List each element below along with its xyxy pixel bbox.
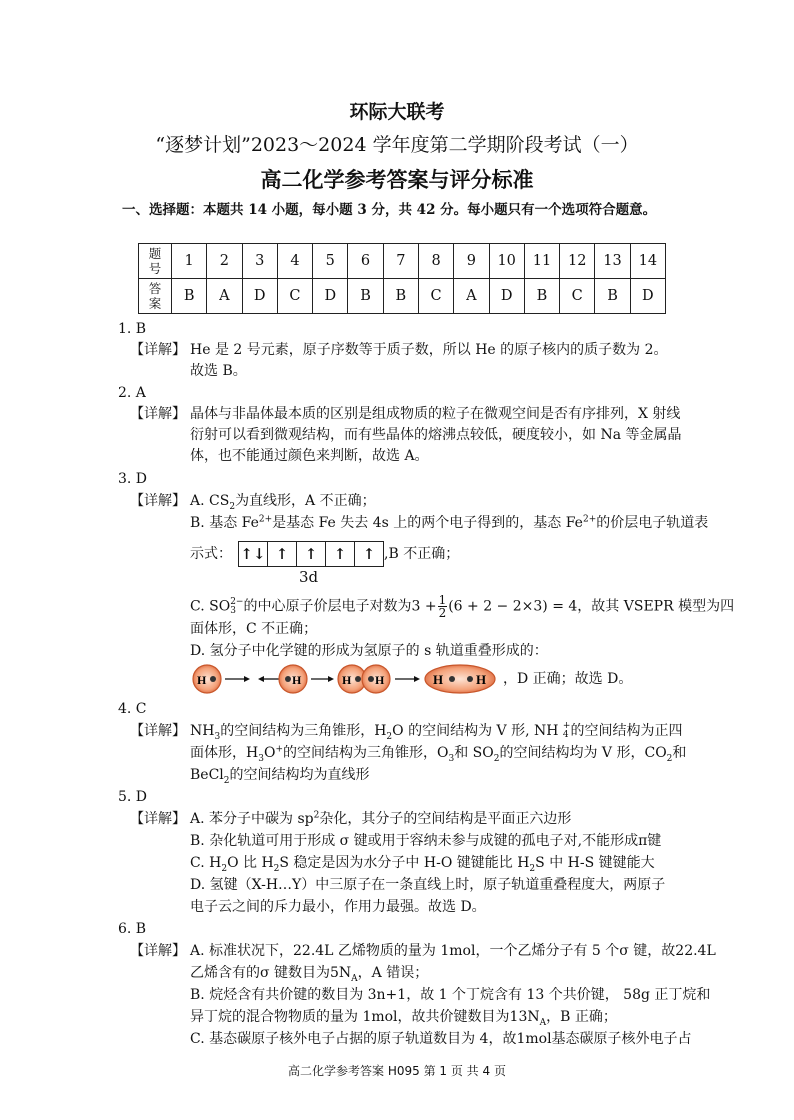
text: 异丁烷的混合物物质的量为 1mol，故共价键数目为13N [190, 1009, 540, 1025]
subscript: 2 [223, 775, 230, 786]
question-number-cell: 12 [560, 244, 595, 279]
subscript: 2 [273, 863, 280, 874]
text: ，故其 VSEPR 模型为四 [577, 598, 735, 615]
text: 的价层电子轨道表 [596, 515, 709, 531]
text: 乙烯含有的σ 键数目为5N [190, 965, 352, 981]
atom-label: H [342, 673, 352, 687]
arrow-left-icon [258, 676, 280, 682]
superscript: 2+ [582, 514, 597, 525]
text: A. 苯分子中碳为 sp [190, 811, 314, 827]
numerator: 1 [438, 593, 447, 607]
arrow-right-icon [395, 676, 420, 682]
q6-option-a-line2 [190, 964, 428, 982]
text: O [263, 745, 276, 761]
hydrogen-atom [279, 665, 307, 693]
superscript: + [275, 744, 283, 755]
subscript: 2 [386, 731, 393, 742]
atom-label: H [433, 672, 444, 687]
text: A. CS [190, 493, 230, 509]
orbital-label: 3d [299, 568, 319, 586]
question-number-cell: 6 [348, 244, 383, 279]
row-header-answer [139, 279, 172, 314]
text: BeCl [190, 767, 224, 783]
q2-explain-label: 【详解】 [130, 406, 186, 422]
text: S 中 H-S 键键能大 [535, 855, 655, 871]
question-number-cell: 14 [630, 244, 665, 279]
q3-option-b-line1 [190, 514, 708, 532]
question-number-cell: 3 [242, 244, 277, 279]
superscript: 2 [313, 810, 320, 821]
q3-option-c-line2: 面体形，C 不正确； [190, 621, 318, 637]
hydrogen-atom [193, 665, 221, 693]
subscript: A [351, 973, 358, 984]
text: 和 [672, 745, 687, 761]
section-heading: 一、选择题：本题共 14 小题，每小题 3 分，共 42 分。每小题只有一个选项符合题意。 [122, 202, 657, 218]
answer-cell: B [524, 279, 559, 314]
arrow-right-icon [311, 676, 334, 682]
q4-line2 [190, 744, 686, 762]
text: 为直线形，A 不正确； [235, 493, 376, 509]
q5-explain-label: 【详解】 [130, 811, 186, 827]
text: ，A 错误； [357, 965, 429, 981]
subscript: 3 [258, 753, 264, 764]
subscript: 2 [221, 863, 228, 874]
subscript: 3 [230, 605, 236, 616]
header-text: 题 号 [148, 246, 162, 276]
text: 杂化，其分子的空间结构是平面正六边形 [319, 811, 572, 827]
answer-cell: D [313, 279, 348, 314]
question-number-cell: 9 [454, 244, 489, 279]
text: 是基态 Fe 失去 4s 上的两个电子得到的，基态 Fe [272, 515, 583, 531]
overlapping-atoms [338, 665, 390, 693]
text: O 比 H [227, 855, 274, 871]
text: ，B 正确； [546, 1009, 617, 1025]
text: B. 基态 Fe [190, 515, 259, 531]
page-footer: 高二化学参考答案 H095 第 1 页 共 4 页 [288, 1064, 506, 1078]
q4-answer: 4. C [118, 701, 147, 717]
orbital-box: ↑ [326, 542, 355, 566]
q1-line: He 是 2 号元素，原子序数等于质子数，所以 He 的原子核内的质子数为 2。 [190, 342, 668, 358]
answer-cell: C [277, 279, 312, 314]
text: 的空间结构均为 V 形，CO [499, 745, 667, 761]
subscript: A [539, 1017, 547, 1028]
question-number-row [139, 244, 666, 279]
fraction [438, 594, 448, 619]
q3-option-d-conclusion: ，D 正确；故选 D。 [503, 671, 633, 687]
question-number-cell: 13 [595, 244, 630, 279]
orbital-diagram-3d [238, 541, 384, 567]
q5-option-d-line1: D. 氢键（X-H…Y）中三原子在一条直线上时，原子轨道重叠程度大，两原子 [190, 877, 666, 893]
q6-option-b-line2 [190, 1008, 617, 1026]
answer-cell: A [454, 279, 489, 314]
q5-option-b: B. 杂化轨道可用于形成 σ 键或用于容纳未参与成键的孤电子对,不能形成π键 [190, 833, 662, 849]
subscript: 3 [214, 731, 221, 742]
text: 的空间结构为三角锥形，H [220, 723, 387, 739]
text: 和 SO [454, 745, 494, 761]
hydrogen-molecule [425, 665, 495, 693]
question-number-cell: 10 [489, 244, 524, 279]
exam-title: “逐梦计划”2023～2024 学年度第二学期阶段考试（一） [155, 134, 639, 156]
q6-explain-label: 【详解】 [130, 943, 186, 959]
orbital-box: ↑↓ [239, 542, 268, 566]
q3-option-a [190, 492, 376, 510]
atom-label: H [292, 673, 302, 687]
q4-line1 [190, 722, 682, 740]
q3-option-d-line1: D. 氢分子中化学键的形成为氢原子的 s 轨道重叠形成的： [190, 643, 548, 659]
text: 面体形，H [190, 745, 259, 761]
subscript: 2 [666, 753, 673, 764]
atom-label: H [197, 673, 207, 687]
answer-cell: D [489, 279, 524, 314]
question-number-cell: 4 [277, 244, 312, 279]
orbital-box: ↑ [362, 545, 376, 563]
answer-table [138, 243, 666, 314]
text: C. H [190, 855, 222, 871]
q2-line: 体，也不能通过颜色来判断，故选 A。 [190, 448, 429, 464]
answer-cell: B [595, 279, 630, 314]
document-title: 高二化学参考答案与评分标准 [260, 167, 534, 192]
text: NH [190, 723, 215, 739]
question-number-cell: 11 [524, 244, 559, 279]
orbital-box: ↑ [297, 542, 326, 566]
q6-answer: 6. B [118, 921, 147, 937]
q6-option-c-line1: C. 基态碳原子核外电子占据的原子轨道数目为 4，故1mol基态碳原子核外电子占 [190, 1031, 692, 1047]
question-number-cell: 7 [383, 244, 418, 279]
text: 的空间结构为正四 [570, 723, 683, 739]
q2-line: 衍射可以看到微观结构，而有些晶体的熔沸点较低，硬度较小，如 Na 等金属晶 [190, 427, 682, 443]
answer-cell: B [348, 279, 383, 314]
q5-answer: 5. D [118, 789, 148, 805]
text: O 的空间结构为 V 形, NH [392, 723, 563, 739]
denominator: 2 [438, 606, 447, 620]
question-number-cell: 5 [313, 244, 348, 279]
exam-org-title: 环际大联考 [349, 101, 445, 123]
q3-option-c-line1 [190, 594, 734, 619]
q1-line: 故选 B。 [190, 363, 247, 379]
subscript: 3 [448, 753, 455, 764]
q5-option-d-line2: 电子云之间的斥力最小，作用力最强。故选 D。 [190, 899, 486, 915]
text: 的中心原子价层电子对数为3 + [243, 598, 437, 615]
answer-cell: B [383, 279, 418, 314]
q1-explain-label: 【详解】 [130, 342, 186, 358]
atom-label: H [476, 672, 487, 687]
superscript: + [562, 721, 571, 731]
q1-answer: 1. B [118, 321, 147, 337]
q2-line: 晶体与非晶体最本质的区别是组成物质的粒子在微观空间是否有序排列，X 射线 [190, 406, 681, 422]
subscript: 2 [229, 501, 236, 512]
orbital-box: ↑ [268, 542, 297, 566]
q6-option-b-line1: B. 烷烃含有共价键的数目为 3n+1，故 1 个丁烷含有 13 个共价键， 58g 正丁烷和 [190, 987, 711, 1003]
superscript: 2− [230, 596, 244, 607]
ion-charge [230, 598, 243, 616]
question-number-cell: 8 [418, 244, 453, 279]
text: C. SO [190, 598, 231, 615]
q3-option-b-line2-suffix: ,B 不正确； [384, 546, 460, 562]
text: S 稳定是因为水分子中 H-O 键键能比 H [279, 855, 530, 871]
atom-label: H [375, 673, 385, 687]
text: (6 + 2 − 2×3) = 4 [448, 598, 578, 615]
header-text: 答 案 [148, 281, 162, 311]
h2-bond-formation-diagram [188, 662, 503, 696]
q5-option-c [190, 854, 655, 872]
q6-option-a-line1: A. 标准状况下，22.4L 乙烯物质的量为 1mol，一个乙烯分子有 5 个σ 键，故22.4L [190, 943, 716, 959]
q4-explain-label: 【详解】 [130, 723, 186, 739]
answer-cell: C [418, 279, 453, 314]
q4-line3 [190, 766, 370, 784]
text: 的空间结构为三角锥形，O [282, 745, 449, 761]
answer-cell: B [172, 279, 207, 314]
q3-explain-label: 【详解】 [130, 493, 186, 509]
q5-option-a [190, 810, 571, 828]
superscript: 2+ [258, 514, 273, 525]
arrow-right-icon [225, 676, 250, 682]
subscript: 4 [562, 730, 569, 740]
subscript: 2 [529, 863, 536, 874]
answer-row [139, 279, 666, 314]
question-number-cell: 2 [207, 244, 242, 279]
answer-cell: D [242, 279, 277, 314]
answer-cell: C [560, 279, 595, 314]
text: 的空间结构均为直线形 [229, 767, 370, 783]
q2-answer: 2. A [118, 385, 146, 401]
answer-cell: D [630, 279, 665, 314]
q3-option-b-line2-prefix: 示式： [190, 546, 232, 562]
row-header-question [139, 244, 172, 279]
q3-answer: 3. D [118, 471, 148, 487]
answer-cell: A [207, 279, 242, 314]
subscript: 2 [493, 753, 500, 764]
question-number-cell: 1 [172, 244, 207, 279]
